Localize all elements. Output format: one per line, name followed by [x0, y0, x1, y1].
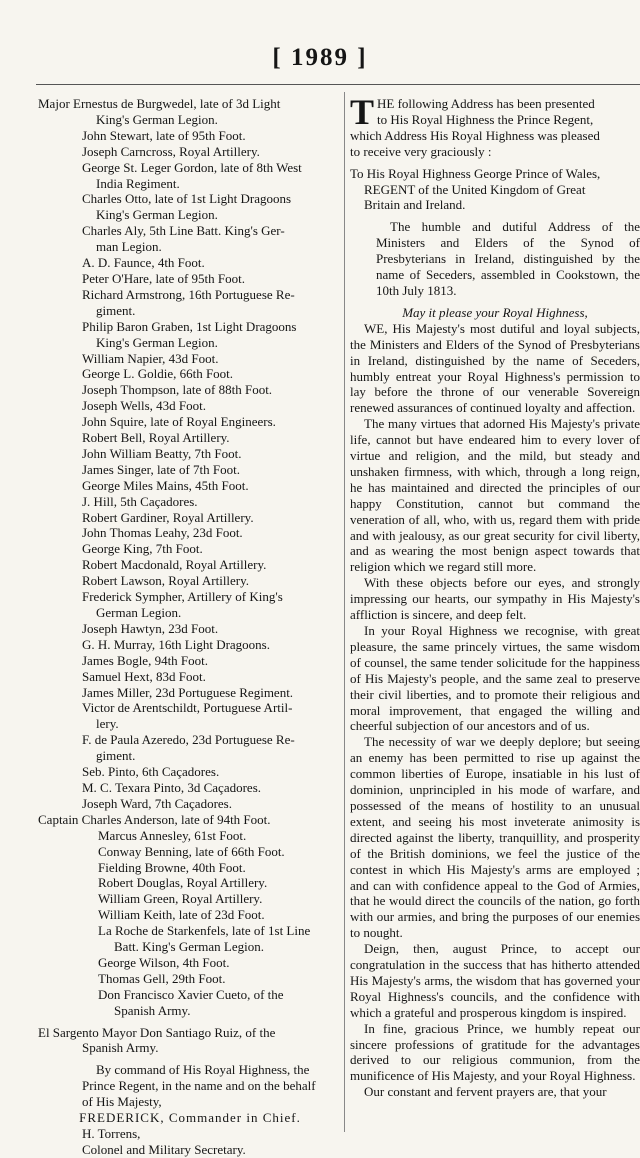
- officer-entry: Robert Lawson, Royal Artillery.: [82, 573, 250, 589]
- officer-entry: Charles Otto, late of 1st Light Dragoons: [82, 191, 292, 207]
- officer-entry: Captain Charles Anderson, late of 94th Foot.: [38, 811, 271, 827]
- salutation: May it please your Royal Highness,: [402, 304, 588, 320]
- officer-entry: Joseph Hawtyn, 23d Foot.: [82, 620, 219, 636]
- officer-entry: James Bogle, 94th Foot.: [82, 652, 209, 668]
- officer-entry: G. H. Murray, 16th Light Dragoons.: [82, 636, 270, 652]
- header-rule: [36, 84, 640, 85]
- address-paragraph: The necessity of war we deeply deplore; but seeing an enemy has been permitted to rise up against the common liberties of Europe, insatiable in his lust of dominion, unprincipled in his mode of warfare, and possessed of the means of hostility to an unusual extent, and seeing his most inveterate animosity is directed against the liberty, tranquillity, and prosperity of the British dominions, we feel the justice of the contest in which His Majesty's arms are employed ; and can with confidence appeal to the God of Armies, that he would direct the councils of the nation, go forth with our armies, and bring the purposes of our enemies to nought.: [350, 734, 640, 941]
- address-paragraph: The many virtues that adorned His Majesty's private life, cannot but have endeared him to every lover of virtue and religion, and the mild, but steady and unshaken firmness, with which, through a long reign, he has maintained and directed the principles of our happy Constitution, cannot but command the veneration of all, who, with us, regard them with pride and with jealousy, as our great security for civil liberty, and as wearing the most benign aspect towards that religion which we regard still more.: [350, 416, 640, 575]
- sargento-entry: El Sargento Mayor Don Santiago Ruiz, of the: [38, 1024, 276, 1040]
- officer-entry: Joseph Wells, 43d Foot.: [82, 398, 207, 414]
- officer-entry: John Squire, late of Royal Engineers.: [82, 414, 276, 430]
- address-paragraph: WE, His Majesty's most dutiful and loyal subjects, the Ministers and Elders of the Synod of Presbyterians in Ireland, distinguished by the name of Seceders, humbly entreat your Royal Highness's permission to lay before the throne of our venerable Sovereign renewed assurances of continued loyalty and affection.: [350, 320, 640, 416]
- officer-entry: Robert Gardiner, Royal Artillery.: [82, 509, 254, 525]
- officer-entry: Robert Macdonald, Royal Artillery.: [82, 557, 267, 573]
- address-body: [350, 321, 640, 1100]
- officer-entry: Samuel Hext, 83d Foot.: [82, 668, 206, 684]
- officer-entry: James Miller, 23d Portuguese Regiment.: [82, 684, 294, 700]
- address-paragraph: Deign, then, august Prince, to accept our congratulation in the success that has hitherto attended His Majesty's arms, the wisdom that has governed your Royal Highness's councils, and the confidence with which a grateful and prosperous kingdom is inspired.: [350, 941, 640, 1020]
- secretary-name: H. Torrens,: [82, 1126, 141, 1141]
- officer-entry: King's German Legion.: [96, 207, 218, 223]
- officer-entry: Peter O'Hare, late of 95th Foot.: [82, 270, 245, 286]
- officer-entry: Robert Bell, Royal Artillery.: [82, 430, 230, 446]
- officer-entry: Spanish Army.: [114, 1002, 191, 1018]
- address-recipient: REGENT of the United Kingdom of Great: [364, 181, 586, 197]
- officer-entry: Joseph Ward, 7th Caçadores.: [82, 795, 232, 811]
- officer-entry: J. Hill, 5th Caçadores.: [82, 493, 198, 509]
- officer-entry: John Thomas Leahy, 23d Foot.: [82, 525, 243, 541]
- address-paragraph: In fine, gracious Prince, we humbly repeat our sincere professions of gratitude for the advantages derived to our religious communion, from the munificence of His Majesty, and your Royal Highness.: [350, 1020, 640, 1084]
- officer-entry: King's German Legion.: [96, 111, 218, 127]
- officer-entry: Conway Benning, late of 66th Foot.: [98, 843, 285, 859]
- officer-entry: La Roche de Starkenfels, late of 1st Line: [98, 923, 311, 939]
- secretary-title: Colonel and Military Secretary.: [82, 1141, 246, 1157]
- officer-entry: German Legion.: [96, 605, 182, 620]
- officer-entry: James Singer, late of 7th Foot.: [82, 461, 240, 477]
- officer-entry: Marcus Annesley, 61st Foot.: [98, 827, 247, 843]
- intro-line: which Address His Royal Highness was pleased: [350, 127, 600, 143]
- right-column: [350, 92, 640, 1100]
- officer-entry: George Miles Mains, 45th Foot.: [82, 477, 249, 493]
- officer-entry: William Green, Royal Artillery.: [98, 891, 263, 907]
- officer-entry: giment.: [96, 302, 136, 318]
- address-paragraph: Our constant and fervent prayers are, that your: [364, 1084, 607, 1100]
- intro-line: HE following Address has been presented: [377, 96, 595, 111]
- officer-entry: George L. Goldie, 66th Foot.: [82, 366, 234, 382]
- officer-entry: Batt. King's German Legion.: [114, 939, 265, 955]
- officer-entry: George Wilson, 4th Foot.: [98, 954, 230, 970]
- officer-entry: George St. Leger Gordon, late of 8th West: [82, 159, 302, 175]
- address-paragraph: In your Royal Highness we recognise, with great pleasure, the same princely virtues, the same wisdom of counsel, the same tender solicitude for the happiness of His Majesty's people, and the same zeal to preserve their civil liberties, and to promote their religious and moral improvement, that engaged the willing and cheerful subjection of our ancestors and of us.: [350, 623, 640, 734]
- page-number: [ 1989 ]: [272, 44, 368, 71]
- officer-entry: Seb. Pinto, 6th Caçadores.: [82, 764, 220, 780]
- officer-entry: John Stewart, late of 95th Foot.: [82, 127, 246, 143]
- officer-entry: Richard Armstrong, 16th Portuguese Re-: [82, 286, 295, 302]
- officer-list: [38, 96, 342, 1019]
- signature: FREDERICK, Commander in Chief.: [79, 1110, 301, 1126]
- officer-entry: F. de Paula Azeredo, 23d Portuguese Re-: [82, 732, 295, 748]
- officer-entry: Don Francisco Xavier Cueto, of the: [98, 986, 284, 1002]
- officer-entry: George King, 7th Foot.: [82, 541, 203, 557]
- officer-entry: Philip Baron Graben, 1st Light Dragoons: [82, 318, 297, 334]
- officer-entry: Victor de Arentschildt, Portuguese Artil-: [82, 700, 293, 716]
- intro-line: to His Royal Highness the Prince Regent,: [377, 111, 594, 127]
- officer-entry: Frederick Sympher, Artillery of King's: [82, 589, 283, 605]
- command-line: Prince Regent, in the name and on the behalf: [82, 1078, 316, 1094]
- officer-entry: William Napier, 43d Foot.: [82, 350, 219, 366]
- officer-entry: Robert Douglas, Royal Artillery.: [98, 875, 268, 891]
- intro-line: to receive very graciously :: [350, 143, 492, 159]
- drop-cap: T: [350, 92, 375, 132]
- officer-entry: man Legion.: [96, 239, 162, 255]
- column-divider: [344, 92, 345, 1132]
- command-line: By command of His Royal Highness, the: [96, 1062, 310, 1078]
- officer-entry: A. D. Faunce, 4th Foot.: [82, 255, 205, 271]
- humble-address: The humble and dutiful Address of the Ministers and Elders of the Synod of Presbyterians in Ireland, distinguished by the name of Seceders, assembled in Cookstown, the 10th July 1813.: [376, 219, 640, 298]
- address-recipient: Britain and Ireland.: [364, 197, 466, 213]
- officer-entry: Joseph Thompson, late of 88th Foot.: [82, 382, 273, 398]
- officer-entry: Fielding Browne, 40th Foot.: [98, 859, 246, 875]
- command-line: of His Majesty,: [82, 1094, 162, 1110]
- officer-entry: giment.: [96, 748, 136, 764]
- address-recipient: To His Royal Highness George Prince of Wales,: [350, 165, 601, 181]
- sargento-entry-cont: Spanish Army.: [82, 1040, 159, 1056]
- officer-entry: Thomas Gell, 29th Foot.: [98, 970, 226, 986]
- officer-entry: King's German Legion.: [96, 334, 218, 350]
- officer-entry: Joseph Carncross, Royal Artillery.: [82, 143, 260, 159]
- address-paragraph: With these objects before our eyes, and strongly impressing our hearts, our sympathy in His Majesty's affliction is sincere, and deep felt.: [350, 575, 640, 623]
- officer-entry: M. C. Texara Pinto, 3d Caçadores.: [82, 779, 262, 795]
- officer-entry: John William Beatty, 7th Foot.: [82, 445, 242, 461]
- officer-entry: William Keith, late of 23d Foot.: [98, 907, 265, 923]
- officer-entry: India Regiment.: [96, 175, 180, 191]
- address-intro: [350, 92, 640, 160]
- officer-entry: Charles Aly, 5th Line Batt. King's Ger-: [82, 223, 285, 239]
- left-column: [38, 96, 342, 1158]
- officer-entry: lery.: [96, 716, 119, 732]
- officer-entry: Major Ernestus de Burgwedel, late of 3d Light: [38, 96, 281, 111]
